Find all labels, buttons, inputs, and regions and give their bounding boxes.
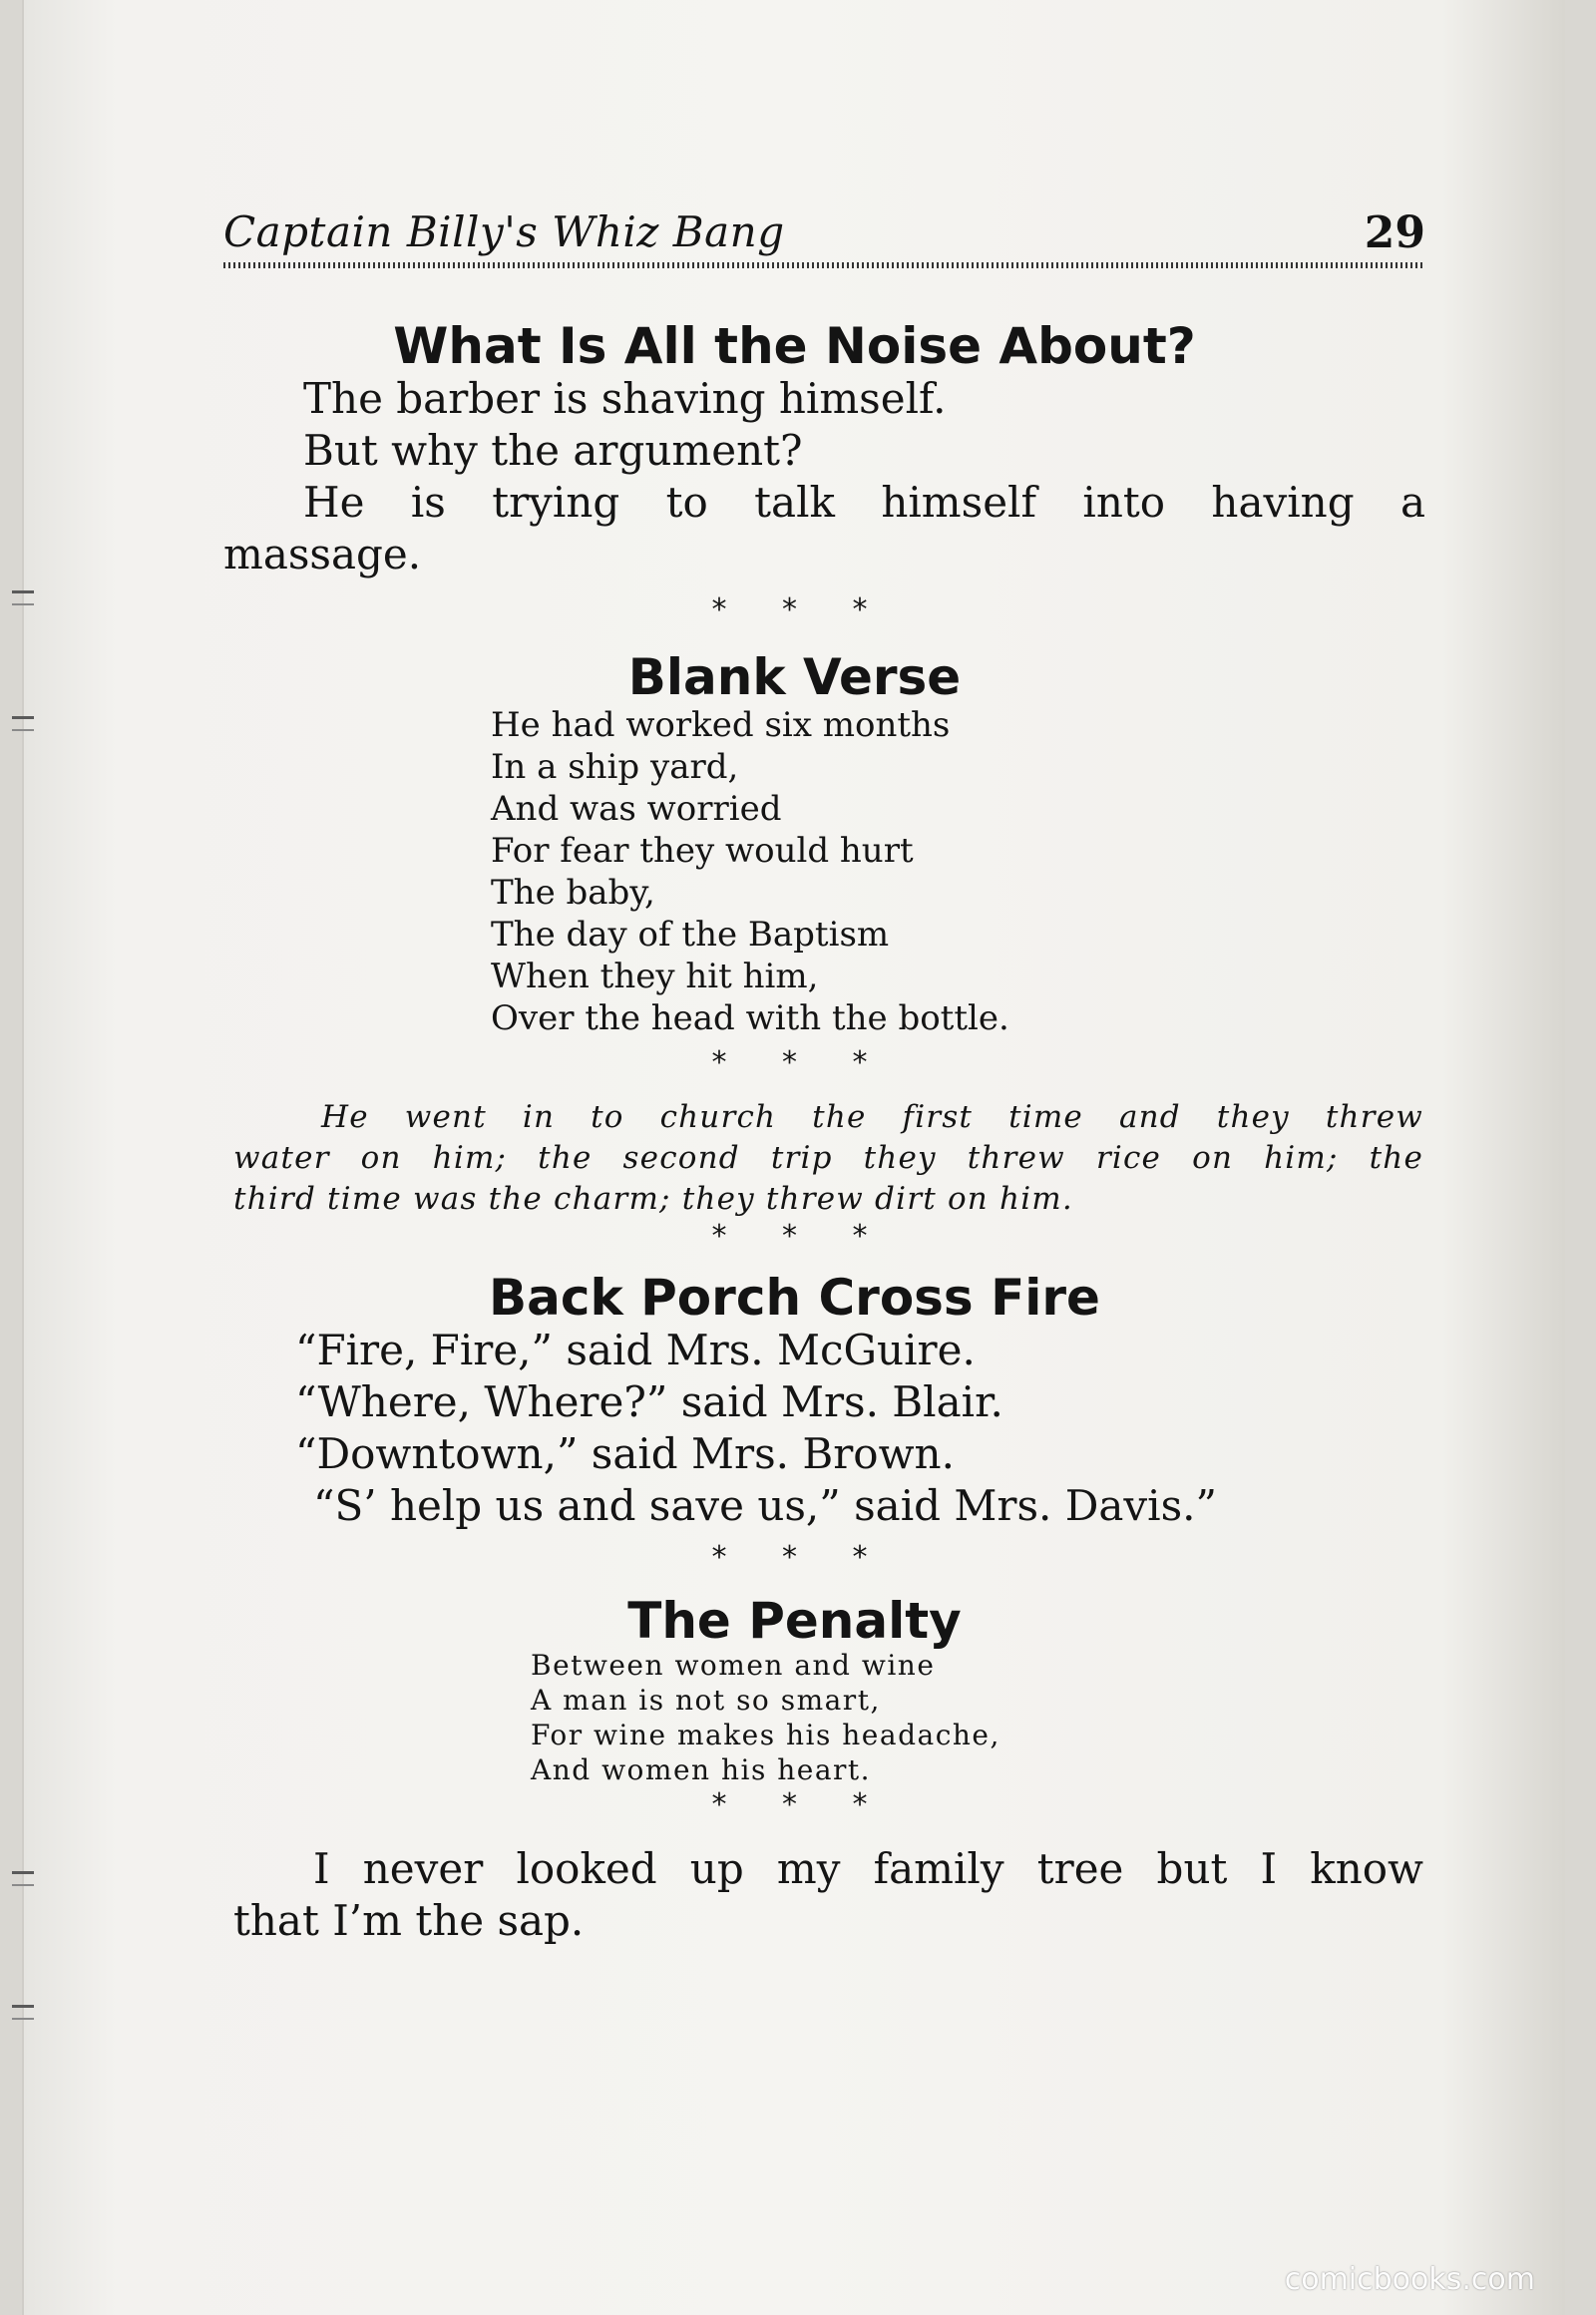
italic-line: water on him; the second trip they threw rice on him; the [233,1140,1423,1176]
staple [12,716,34,731]
prose-line: that I’m the sap. [233,1896,585,1945]
verse-line: A man is not so smart, [531,1684,881,1717]
separator: * * * [711,1540,878,1575]
prose-line: “Where, Where?” said Mrs. Blair. [295,1377,1003,1426]
prose-line: “Downtown,” said Mrs. Brown. [295,1429,955,1478]
page-number: 29 [1364,207,1425,258]
separator: * * * [711,1045,878,1080]
verse-line: The day of the Baptism [491,915,890,955]
verse-line: The baby, [491,873,655,913]
running-head [223,207,1425,267]
separator: * * * [711,592,878,627]
section-heading: Blank Verse [627,648,962,706]
watermark: comicbooks.com [1284,2262,1535,2297]
prose-line: “S’ help us and save us,” said Mrs. Davis.” [313,1481,1217,1530]
section-heading: Back Porch Cross Fire [489,1269,1100,1327]
prose-line: The barber is shaving himself. [303,374,947,423]
verse-line: He had worked six months [491,705,951,745]
verse-line: For wine makes his headache, [531,1719,1000,1751]
verse-line: Over the head with the bottle. [491,998,1009,1038]
separator: * * * [711,1787,878,1822]
separator: * * * [711,1219,878,1254]
verse-line: In a ship yard, [491,747,739,787]
verse-line: Between women and wine [531,1649,936,1682]
prose-line: But why the argument? [303,426,803,475]
italic-line: third time was the charm; they threw dirt on him. [233,1181,1073,1217]
page [22,0,1565,2315]
header-rule [223,262,1425,268]
magazine-title: Captain Billy's Whiz Bang [223,207,785,256]
verse-line: For fear they would hurt [491,831,914,871]
verse-line: And was worried [491,789,782,829]
staple [12,1871,34,1886]
staple [12,2005,34,2020]
prose-line: He is trying to talk himself into having a [303,478,1425,527]
prose-line: massage. [223,530,422,579]
verse-line: And women his heart. [531,1753,872,1786]
italic-line: He went in to church the first time and they threw [321,1099,1423,1135]
verse-line: When they hit him, [491,957,819,996]
section-heading: The Penalty [627,1592,962,1650]
prose-line: I never looked up my family tree but I know [313,1844,1423,1893]
prose-line: “Fire, Fire,” said Mrs. McGuire. [295,1326,976,1374]
section-heading: What Is All the Noise About? [393,317,1196,375]
